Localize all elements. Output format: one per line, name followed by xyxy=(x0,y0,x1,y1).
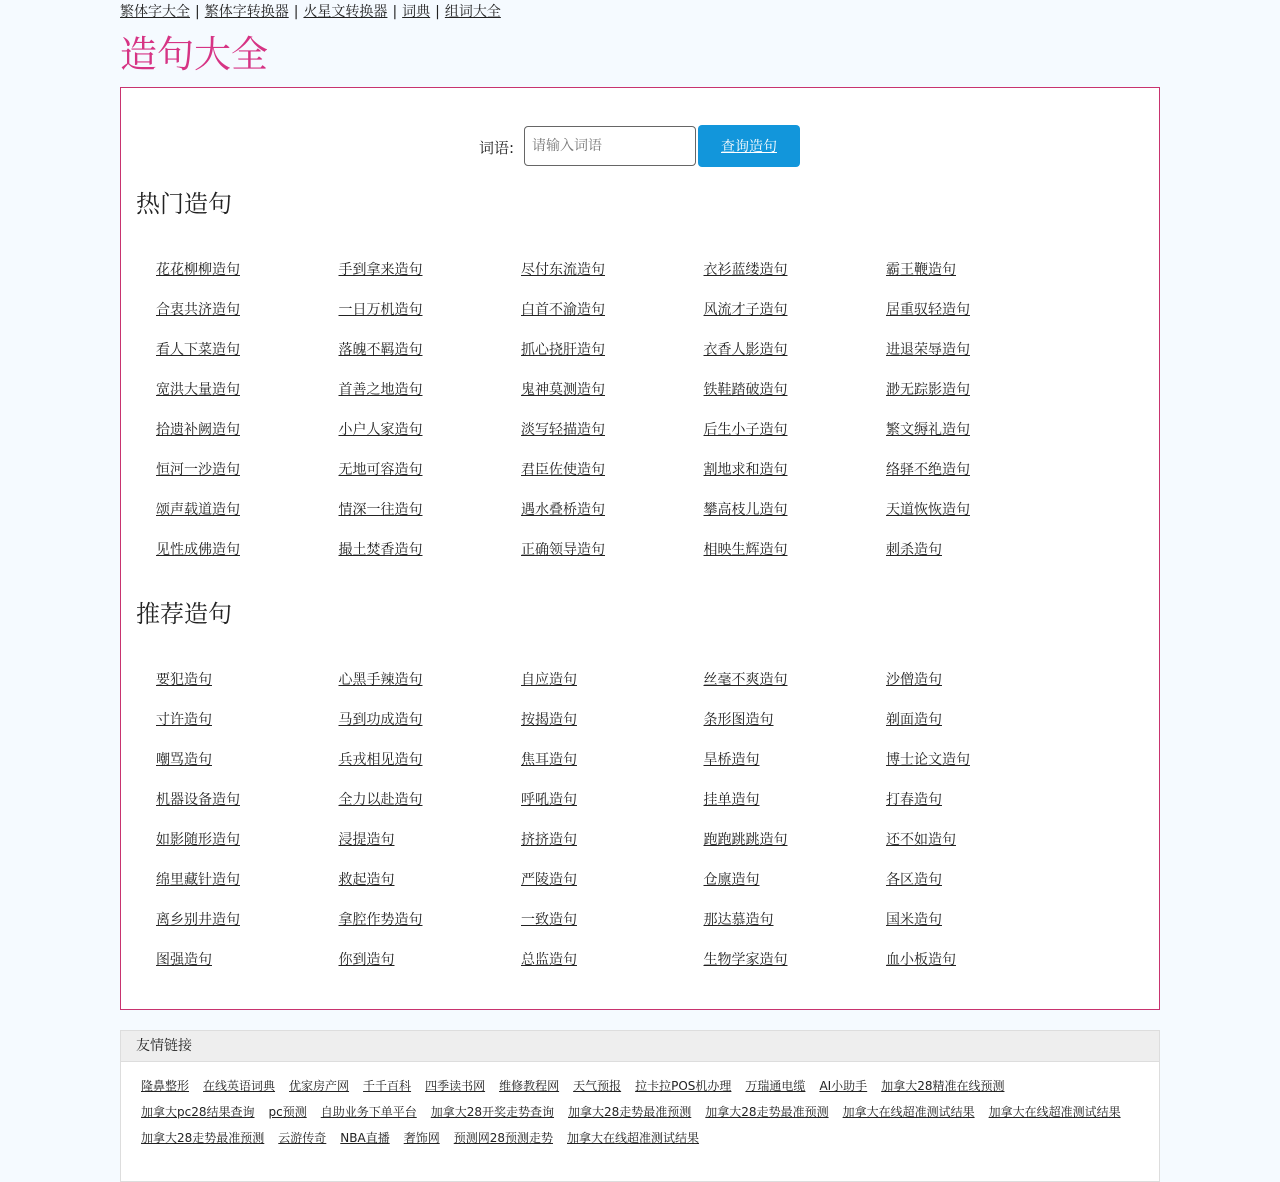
recommended-sentence-link[interactable]: 总监造句 xyxy=(521,952,577,968)
recommended-sentence-link[interactable]: 生物学家造句 xyxy=(703,952,788,968)
recommended-sentence-link[interactable]: 救起造句 xyxy=(338,872,395,888)
friend-link[interactable]: 维修教程网 xyxy=(499,1079,560,1093)
hot-sentence-link[interactable]: 络驿不绝造句 xyxy=(886,462,970,478)
friend-link[interactable]: 自助业务下单平台 xyxy=(320,1105,417,1119)
friend-link[interactable]: 加拿大28精准在线预测 xyxy=(881,1079,1005,1093)
recommended-sentence-link[interactable]: 按揭造句 xyxy=(521,712,577,728)
recommended-sentence-link-cell xyxy=(521,949,704,989)
hot-sentence-link[interactable]: 风流才子造句 xyxy=(703,302,788,318)
hot-sentence-link[interactable]: 无地可容造句 xyxy=(338,462,423,478)
hot-sentence-link-cell xyxy=(339,339,522,379)
hot-sentence-link-cell xyxy=(339,379,522,419)
hot-sentence-link-cell xyxy=(886,459,1069,499)
friend-link[interactable]: AI小助手 xyxy=(819,1079,868,1093)
hot-sentence-link-cell xyxy=(339,299,522,339)
hot-sentence-link-cell xyxy=(339,539,522,579)
recommended-sentence-link-cell xyxy=(339,909,522,949)
nav-separator: | xyxy=(435,4,440,20)
hot-sentence-link-cell xyxy=(521,499,704,539)
hot-sentence-link-cell xyxy=(521,259,704,299)
hot-sentence-link[interactable]: 见性成佛造句 xyxy=(156,542,240,558)
hot-sentence-link[interactable]: 合衷共济造句 xyxy=(156,302,240,318)
recommended-sentence-link-cell xyxy=(339,949,522,989)
friend-link[interactable]: 加拿大在线超准测试结果 xyxy=(988,1105,1121,1119)
recommended-sentence-link-cell xyxy=(156,789,339,829)
friend-link[interactable]: 在线英语词典 xyxy=(203,1079,276,1093)
hot-sentence-link[interactable]: 霸王鞭造句 xyxy=(886,262,956,278)
hot-sentence-link[interactable]: 看人下菜造句 xyxy=(156,342,240,358)
hot-sentence-link-cell xyxy=(521,539,704,579)
recommended-sentence-link-cell xyxy=(886,869,1069,909)
recommended-sentence-link[interactable]: 寸许造句 xyxy=(156,712,212,728)
hot-sentence-link[interactable]: 渺无踪影造句 xyxy=(886,382,970,398)
hot-sentence-link[interactable]: 花花柳柳造句 xyxy=(156,262,240,278)
recommended-sentence-link-cell xyxy=(704,949,887,989)
hot-sentence-link-cell xyxy=(339,419,522,459)
hot-sentence-link-cell xyxy=(156,299,339,339)
recommended-sentence-link-cell xyxy=(704,869,887,909)
hot-sentence-link[interactable]: 一日万机造句 xyxy=(338,302,423,318)
hot-sentence-link-cell xyxy=(704,299,887,339)
hot-sentence-link[interactable]: 落魄不羁造句 xyxy=(338,342,423,358)
hot-sentence-link[interactable]: 颂声载道造句 xyxy=(156,502,240,518)
recommended-sentence-link[interactable]: 沙僧造句 xyxy=(886,672,942,688)
friend-link[interactable]: 加拿大在线超准测试结果 xyxy=(842,1105,975,1119)
recommended-sentence-link-cell xyxy=(704,829,887,869)
friend-link[interactable]: 加拿大28开奖走势查询 xyxy=(430,1105,555,1119)
recommended-sentence-link[interactable]: 图强造句 xyxy=(156,952,212,968)
hot-sentence-link[interactable]: 遇水叠桥造句 xyxy=(521,502,605,518)
hot-sentence-link-cell xyxy=(156,459,339,499)
friend-link[interactable]: 四季读书网 xyxy=(425,1079,486,1093)
hot-sentence-link[interactable]: 天道恢恢造句 xyxy=(886,502,970,518)
hot-sentence-link-cell xyxy=(886,259,1069,299)
hot-sentence-link-cell xyxy=(886,339,1069,379)
hot-sentence-link[interactable]: 尽付东流造句 xyxy=(521,262,605,278)
hot-sentence-link-cell xyxy=(704,419,887,459)
hot-sentence-link[interactable]: 进退荣辱造句 xyxy=(886,342,970,358)
nav-link-word-combos[interactable]: 组词大全 xyxy=(444,4,501,20)
recommended-sentence-link-cell xyxy=(521,709,704,749)
recommended-sentence-link[interactable]: 机器设备造句 xyxy=(156,792,240,808)
recommended-sentence-link-cell xyxy=(339,709,522,749)
recommended-sentence-link[interactable]: 还不如造句 xyxy=(886,832,956,848)
hot-sentence-link[interactable]: 小户人家造句 xyxy=(338,422,423,438)
site-title: 造句大全 xyxy=(120,33,268,76)
nav-separator: | xyxy=(392,4,398,20)
hot-sentence-link-cell xyxy=(339,459,522,499)
search-input[interactable] xyxy=(524,126,696,166)
hot-sentence-link-cell xyxy=(521,339,704,379)
friend-links-box xyxy=(120,1030,1160,1182)
recommended-sentence-link[interactable]: 浸提造句 xyxy=(338,832,395,848)
recommended-sentence-link-cell xyxy=(886,669,1069,709)
recommended-sentence-link[interactable]: 各区造句 xyxy=(886,872,942,888)
recommended-sentence-link-cell xyxy=(339,829,522,869)
recommended-sentence-link[interactable]: 打春造句 xyxy=(886,792,942,808)
search-button[interactable]: 查询造句 xyxy=(698,125,800,167)
recommended-sentence-link-cell xyxy=(521,749,704,789)
friend-link[interactable]: 天气预报 xyxy=(573,1079,622,1093)
friend-link[interactable]: 加拿大在线超准测试结果 xyxy=(567,1131,700,1145)
hot-sentence-link-cell xyxy=(704,459,887,499)
recommended-sentence-link[interactable]: 焦耳造句 xyxy=(521,752,577,768)
top-nav xyxy=(120,2,501,22)
friend-link[interactable]: NBA直播 xyxy=(340,1131,390,1145)
hot-sentence-link[interactable]: 相映生辉造句 xyxy=(703,542,788,558)
recommended-sentence-link[interactable]: 挂单造句 xyxy=(703,792,760,808)
recommended-sentence-link[interactable]: 你到造句 xyxy=(338,952,395,968)
recommended-sentence-link-cell xyxy=(886,949,1069,989)
recommended-sentence-link[interactable]: 跑跑跳跳造句 xyxy=(703,832,788,848)
nav-link-dictionary[interactable]: 词典 xyxy=(402,4,431,20)
recommended-sentence-link-cell xyxy=(339,869,522,909)
recommended-section-title: 推荐造句 xyxy=(136,600,232,628)
recommended-sentence-link[interactable]: 丝毫不爽造句 xyxy=(703,672,788,688)
recommended-sentence-link-cell xyxy=(886,909,1069,949)
hot-sentence-link[interactable]: 宽洪大量造句 xyxy=(156,382,240,398)
recommended-sentence-link[interactable]: 离乡别井造句 xyxy=(156,912,240,928)
hot-sentence-link[interactable]: 情深一往造句 xyxy=(338,502,423,518)
hot-sentence-link-cell xyxy=(156,379,339,419)
hot-sentence-link[interactable]: 鬼神莫测造句 xyxy=(521,382,605,398)
hot-sentence-link-cell xyxy=(156,259,339,299)
recommended-sentence-link-cell xyxy=(886,829,1069,869)
main-panel xyxy=(120,87,1160,1010)
hot-sentence-link[interactable]: 拾遗补阙造句 xyxy=(156,422,240,438)
recommended-sentence-link[interactable]: 绵里藏针造句 xyxy=(156,872,240,888)
hot-sentence-link-cell xyxy=(156,339,339,379)
friend-link[interactable]: 拉卡拉POS机办理 xyxy=(635,1079,732,1093)
recommended-sentence-link[interactable]: 挤挤造句 xyxy=(521,832,577,848)
hot-sentence-link-cell xyxy=(521,419,704,459)
recommended-sentence-link-cell xyxy=(156,749,339,789)
friend-link[interactable]: 奢饰网 xyxy=(403,1131,440,1145)
hot-sentence-link-cell xyxy=(704,379,887,419)
friend-link[interactable]: 加拿大28走势最准预测 xyxy=(705,1105,829,1119)
recommended-sentence-link-cell xyxy=(704,669,887,709)
recommended-sentence-link[interactable]: 嘲骂造句 xyxy=(156,752,212,768)
recommended-sentence-link-cell xyxy=(886,709,1069,749)
hot-sentence-link-cell xyxy=(704,339,887,379)
hot-sentence-link-cell xyxy=(886,379,1069,419)
hot-sentence-link-cell xyxy=(521,379,704,419)
recommended-sentence-link[interactable]: 仓廪造句 xyxy=(703,872,760,888)
recommended-sentence-link[interactable]: 兵戎相见造句 xyxy=(338,752,423,768)
recommended-sentence-link-cell xyxy=(886,749,1069,789)
recommended-sentence-link[interactable]: 旱桥造句 xyxy=(703,752,760,768)
hot-sentence-link-cell xyxy=(521,299,704,339)
hot-sentence-link[interactable]: 君臣佐使造句 xyxy=(521,462,605,478)
recommended-sentence-link[interactable]: 那达慕造句 xyxy=(703,912,774,928)
hot-sentence-link[interactable]: 衣衫蓝缕造句 xyxy=(703,262,788,278)
recommended-sentence-link[interactable]: 自应造句 xyxy=(521,672,577,688)
nav-separator: | xyxy=(195,4,200,20)
recommended-sentence-link-cell xyxy=(521,869,704,909)
hot-sentence-link-cell xyxy=(156,539,339,579)
friend-link[interactable]: 加拿大pc28结果查询 xyxy=(141,1105,255,1119)
recommended-sentence-link[interactable]: 心黑手辣造句 xyxy=(338,672,423,688)
hot-sentence-link[interactable]: 首善之地造句 xyxy=(338,382,423,398)
recommended-sentence-link-cell xyxy=(886,789,1069,829)
hot-sentence-link-cell xyxy=(156,419,339,459)
recommended-sentence-link[interactable]: 血小板造句 xyxy=(886,952,956,968)
friend-link[interactable]: pc预测 xyxy=(268,1105,307,1119)
friend-link[interactable]: 加拿大28走势最准预测 xyxy=(568,1105,692,1119)
recommended-sentence-link-cell xyxy=(339,669,522,709)
recommended-sentence-link[interactable]: 马到功成造句 xyxy=(338,712,423,728)
recommended-sentence-link-cell xyxy=(156,669,339,709)
search-label: 词语: xyxy=(479,139,515,157)
hot-sentence-link[interactable]: 铁鞋踏破造句 xyxy=(703,382,788,398)
recommended-sentence-link[interactable]: 如影随形造句 xyxy=(156,832,240,848)
hot-sentence-link[interactable]: 正确领导造句 xyxy=(521,542,605,558)
hot-sentence-link[interactable]: 白首不渝造句 xyxy=(521,302,605,318)
nav-separator: | xyxy=(293,4,299,20)
hot-sentence-link-cell xyxy=(521,459,704,499)
friend-link[interactable]: 优家房产网 xyxy=(289,1079,350,1093)
friend-links-list xyxy=(121,1062,1159,1151)
friend-link[interactable]: 万瑞通电缆 xyxy=(745,1079,806,1093)
hot-sentence-link[interactable]: 手到拿来造句 xyxy=(338,262,423,278)
recommended-sentence-link[interactable]: 要犯造句 xyxy=(156,672,212,688)
hot-sentence-link-cell xyxy=(704,499,887,539)
hot-sentence-link[interactable]: 撮土焚香造句 xyxy=(338,542,423,558)
recommended-sentence-link[interactable]: 条形图造句 xyxy=(703,712,774,728)
recommended-sentence-link[interactable]: 博士论文造句 xyxy=(886,752,970,768)
hot-sentence-link-cell xyxy=(339,259,522,299)
recommended-sentence-link[interactable]: 拿腔作势造句 xyxy=(338,912,423,928)
recommended-sentence-link[interactable]: 一致造句 xyxy=(521,912,577,928)
recommended-sentence-link-cell xyxy=(521,829,704,869)
hot-sentence-link[interactable]: 恒河一沙造句 xyxy=(156,462,240,478)
nav-link-martian-converter[interactable]: 火星文转换器 xyxy=(303,4,388,20)
hot-sentence-link[interactable]: 淡写轻描造句 xyxy=(521,422,605,438)
hot-sentence-link-cell xyxy=(339,499,522,539)
hot-sentence-link[interactable]: 衣香人影造句 xyxy=(703,342,788,358)
recommended-sentence-link-cell xyxy=(339,789,522,829)
recommended-sentence-link-cell xyxy=(704,749,887,789)
recommended-sentence-link-cell xyxy=(704,709,887,749)
hot-sentence-link-cell xyxy=(704,259,887,299)
recommended-sentence-link-cell xyxy=(156,709,339,749)
hot-sentence-link[interactable]: 居重驭轻造句 xyxy=(886,302,970,318)
hot-sentence-link[interactable]: 割地求和造句 xyxy=(703,462,788,478)
friend-links-title: 友情链接 xyxy=(121,1031,1159,1062)
recommended-sentence-link-cell xyxy=(704,909,887,949)
friend-link[interactable]: 千千百科 xyxy=(363,1079,412,1093)
hot-sentence-link-cell xyxy=(704,539,887,579)
hot-sentence-link-cell xyxy=(886,539,1069,579)
recommended-sentence-link-cell xyxy=(521,909,704,949)
recommended-sentence-link[interactable]: 全力以赴造句 xyxy=(338,792,423,808)
hot-sentence-link[interactable]: 刺杀造句 xyxy=(886,542,942,558)
recommended-sentence-link-cell xyxy=(704,789,887,829)
hot-sentence-link-cell xyxy=(886,419,1069,459)
recommended-sentence-link-cell xyxy=(156,949,339,989)
hot-sentence-link-cell xyxy=(156,499,339,539)
hot-sentence-link[interactable]: 繁文缛礼造句 xyxy=(886,422,970,438)
hot-sentence-link[interactable]: 后生小子造句 xyxy=(703,422,788,438)
hot-sentence-grid xyxy=(156,259,1096,579)
hot-sentence-link-cell xyxy=(886,299,1069,339)
recommended-sentence-link[interactable]: 呼吼造句 xyxy=(521,792,577,808)
friend-link[interactable]: 隆鼻整形 xyxy=(141,1079,190,1093)
nav-link-traditional-chars[interactable]: 繁体字大全 xyxy=(120,4,190,20)
recommended-sentence-link-cell xyxy=(339,749,522,789)
friend-link[interactable]: 云游传奇 xyxy=(278,1131,327,1145)
hot-sentence-link[interactable]: 抓心挠肝造句 xyxy=(521,342,605,358)
hot-sentence-link[interactable]: 攀高枝儿造句 xyxy=(703,502,788,518)
recommended-sentence-link[interactable]: 严陵造句 xyxy=(521,872,577,888)
recommended-sentence-link[interactable]: 剃面造句 xyxy=(886,712,942,728)
recommended-sentence-link[interactable]: 国米造句 xyxy=(886,912,942,928)
recommended-sentence-link-cell xyxy=(156,829,339,869)
recommended-sentence-link-cell xyxy=(156,869,339,909)
hot-sentence-link-cell xyxy=(886,499,1069,539)
recommended-sentence-link-cell xyxy=(156,909,339,949)
recommended-sentence-grid xyxy=(156,669,1096,989)
nav-link-traditional-converter[interactable]: 繁体字转换器 xyxy=(204,4,289,20)
recommended-sentence-link-cell xyxy=(521,669,704,709)
friend-link[interactable]: 预测网28预测走势 xyxy=(453,1131,554,1145)
friend-link[interactable]: 加拿大28走势最准预测 xyxy=(141,1131,265,1145)
recommended-sentence-link-cell xyxy=(521,789,704,829)
hot-section-title: 热门造句 xyxy=(136,190,232,218)
